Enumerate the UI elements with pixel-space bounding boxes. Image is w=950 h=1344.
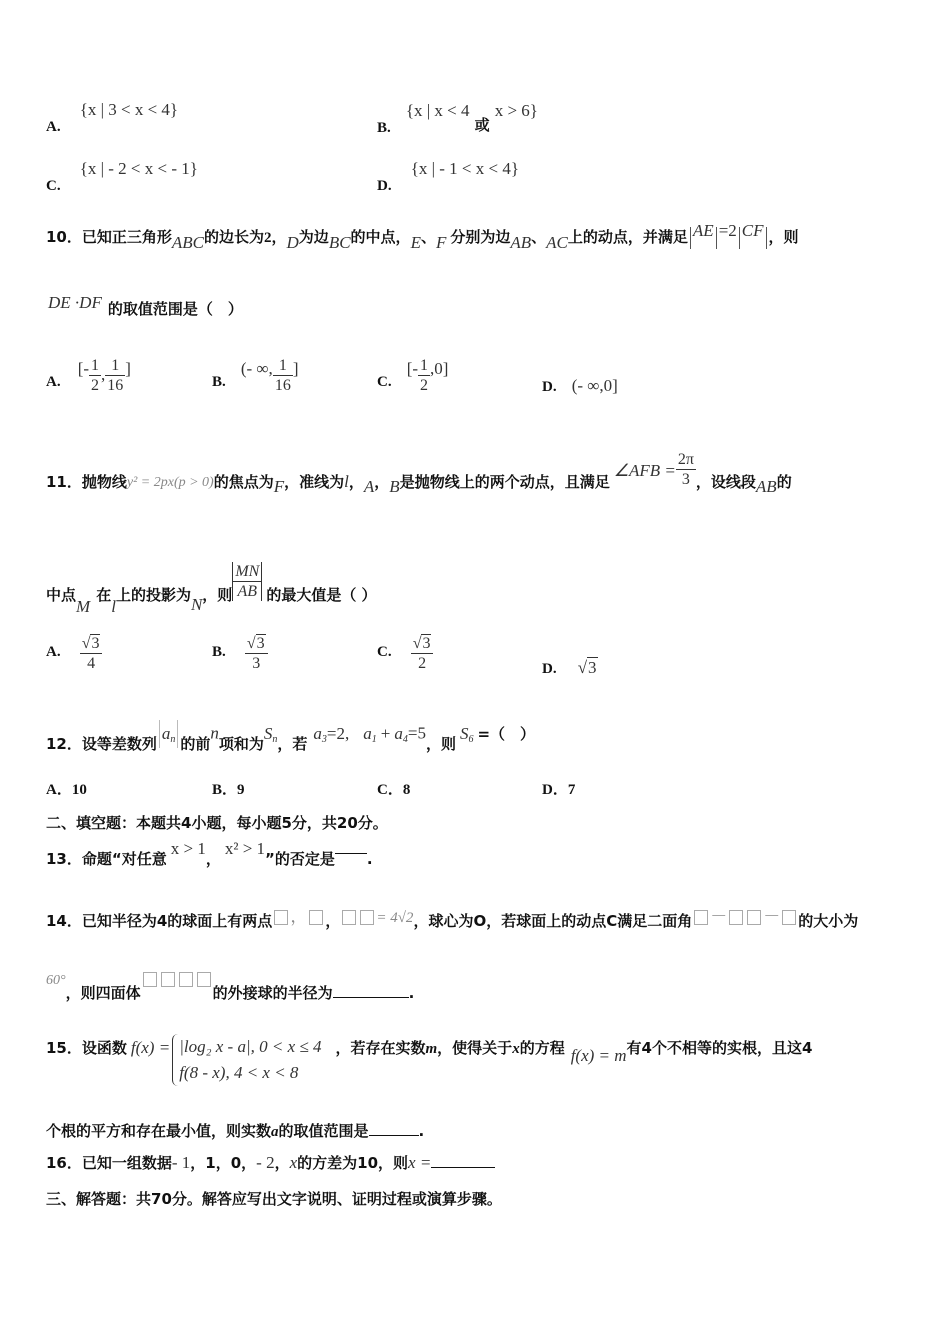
fraction: $\frac{MN}{AB}$ — [232, 562, 262, 601]
stem-text: 2 — [264, 230, 272, 246]
stem-text: 的取值范围是 — [278, 1122, 369, 1140]
q11-option-c — [377, 634, 433, 673]
answer-blank[interactable] — [369, 1135, 419, 1136]
stem-text: 项和为 — [218, 734, 264, 753]
math: S — [459, 723, 469, 743]
math: F — [435, 233, 447, 252]
missing-glyph — [197, 972, 211, 987]
math: x = — [408, 1153, 432, 1172]
option-label: D. — [542, 661, 557, 677]
stem-text: ， — [348, 473, 364, 491]
math: ] — [292, 359, 299, 378]
math: a — [271, 1124, 279, 1140]
math: |log₂ x - a|, 0 < x ≤ 4 — [179, 1037, 322, 1056]
math: [- — [406, 359, 419, 378]
q12-option-c: C．8 — [377, 782, 411, 798]
q13-stem — [46, 838, 373, 868]
missing-glyph — [179, 972, 193, 987]
q11-stem-line2 — [46, 548, 377, 616]
stem-text: 分别为边 — [450, 228, 511, 246]
stem-text: . — [366, 850, 373, 868]
math: n — [210, 723, 219, 743]
q10-option-a — [46, 356, 131, 395]
stem-text: 的焦点为 — [213, 473, 274, 491]
q15-stem-line1 — [46, 1034, 812, 1086]
math: = 4√2 — [376, 910, 414, 926]
q12-option-b: B．9 — [212, 782, 245, 798]
q15-stem-line2 — [46, 1120, 424, 1141]
option-label: D. — [377, 178, 392, 194]
option-label: A. — [46, 644, 61, 660]
missing-glyph — [143, 972, 157, 987]
math: AB — [755, 477, 777, 496]
abs-bar — [716, 227, 717, 249]
or-text: 或 — [474, 116, 490, 134]
q9-option-b — [377, 100, 538, 136]
math: 3 — [588, 658, 597, 677]
stem-text: ，球心为O，若球面上的动点C满足二面角 — [413, 912, 693, 930]
stem-text: 13．命题“对任意 — [46, 850, 167, 868]
stem-text: ，则四面体 — [65, 984, 141, 1002]
math: M — [76, 597, 91, 616]
math: ,0] — [430, 359, 449, 378]
missing-glyph — [309, 910, 323, 925]
q12-stem: 12．设等差数列$a_n$ 的前n项和为$S_n$，若$a_3=2$, $a_1 + a_4=5$，则$S_6$ =（ ） — [46, 720, 535, 748]
stem-text: ，若 — [277, 734, 308, 753]
stem-text: 的方差为10，则 — [297, 1154, 409, 1172]
math: a — [313, 723, 322, 743]
fraction: $\frac{2\pi}{3}$ — [677, 451, 694, 488]
answer-blank[interactable] — [431, 1167, 495, 1168]
math: AB — [510, 233, 532, 252]
stem-text: ，则 — [768, 228, 799, 246]
option-label: C. — [377, 644, 392, 660]
stem-text: 的最大值是（ ） — [266, 586, 377, 604]
answer-blank[interactable] — [333, 997, 409, 998]
math: E — [410, 233, 421, 252]
math: a — [161, 723, 171, 743]
q10-stem-line2 — [48, 293, 243, 319]
missing-glyph — [782, 910, 796, 925]
option-expr: {x | x < 4 — [405, 101, 470, 120]
missing-glyph — [729, 910, 743, 925]
q16-stem — [46, 1152, 495, 1173]
math: m — [425, 1040, 438, 1057]
math: l — [111, 597, 116, 616]
stem-text: ，设线段 — [695, 473, 756, 491]
abs-bar — [739, 227, 740, 249]
q9-option-d — [377, 159, 519, 194]
stem-text: 的 — [776, 473, 792, 491]
stem-text: 为边 — [298, 228, 329, 246]
math: D — [286, 233, 299, 252]
math: S — [263, 723, 273, 743]
math: =2 — [718, 221, 737, 240]
math: DE ·DF — [48, 293, 102, 312]
math: (- ∞, — [240, 359, 273, 378]
stem-text: 中点 — [46, 586, 77, 604]
missing-glyph — [694, 910, 708, 925]
stem-text: ，1，0， — [190, 1154, 257, 1172]
missing-glyph — [342, 910, 356, 925]
option-expr: {x | - 2 < x < - 1} — [79, 159, 198, 178]
option-label: B. — [212, 374, 226, 390]
q10-option-c — [377, 356, 448, 395]
stem-text: ，使得关于 — [437, 1038, 513, 1057]
missing-glyph — [747, 910, 761, 925]
option-label: C. — [46, 178, 61, 194]
math: =5 — [407, 723, 426, 743]
math: y² = 2px(p > 0) — [126, 475, 214, 490]
stem-text: 在 — [96, 586, 112, 604]
option-label: A. — [46, 119, 61, 135]
piecewise-brace — [172, 1034, 321, 1086]
stem-text: ， — [271, 228, 287, 246]
stem-text: . — [418, 1122, 425, 1140]
stem-text: ，若存在实数 — [335, 1038, 426, 1057]
stem-text: 个根的平方和存在最小值，则实数 — [46, 1122, 272, 1140]
math: x² > 1 — [224, 839, 266, 858]
fraction: $\frac{1}{16}$ — [274, 357, 291, 394]
abs-bar — [766, 227, 767, 249]
math: f(x) = — [130, 1037, 171, 1057]
stem-text: 上的投影为 — [115, 586, 191, 604]
fraction: $\frac{1}{16}$ — [107, 357, 124, 394]
stem-text: 15．设函数 — [46, 1038, 127, 1057]
math: ABC — [171, 233, 204, 252]
stem-text: ， — [274, 1154, 290, 1172]
q14-stem-line1: 14．已知半径为4的球面上有两点 ， ， = 4√2，球心为O，若球面上的动点C满足二面角 － － 的大小为 — [46, 907, 859, 930]
stem-text: . — [408, 984, 415, 1002]
q14-stem-line2 — [46, 968, 415, 1002]
option-expr: {x | - 1 < x < 4} — [410, 159, 519, 178]
math: a — [394, 723, 403, 743]
stem-text: 10．已知正三角形 — [46, 228, 172, 246]
stem-text: 是抛物线上的两个动点，且满足 — [399, 473, 610, 491]
math: AE — [692, 221, 714, 240]
q11-option-d: D. √3 — [542, 658, 597, 677]
stem-text: 的外接球的半径为 — [212, 984, 333, 1002]
math: + — [380, 723, 391, 743]
q12-option-d: D．7 — [542, 782, 576, 798]
math: BC — [328, 233, 351, 252]
stem-text: 14．已知半径为4的球面上有两点 — [46, 912, 273, 930]
stem-text: ，则 — [202, 586, 233, 604]
stem-text: 有4个不相等的实根，且这4 — [626, 1038, 813, 1057]
option-expr: {x | 3 < x < 4} — [79, 100, 179, 119]
stem-text: 12．设等差数列 — [46, 734, 157, 753]
stem-text: ，准线为 — [284, 473, 345, 491]
q10-option-d — [542, 376, 618, 396]
stem-text: 的中点， — [350, 228, 411, 246]
math: f(x) = m — [570, 1045, 627, 1065]
fraction: $\frac{√3}{3}$ — [245, 634, 268, 673]
math: ] — [125, 359, 131, 378]
missing-glyph — [360, 910, 374, 925]
math: a — [363, 723, 372, 743]
q10-stem-line1 — [46, 221, 799, 252]
stem-text: 、 — [420, 228, 436, 246]
fraction: $\frac{√3}{2}$ — [411, 634, 434, 673]
q11-option-b — [212, 634, 268, 673]
math: N — [190, 595, 203, 614]
q10-option-b — [212, 356, 298, 395]
math: 60° — [46, 973, 66, 988]
option-label: B. — [212, 644, 226, 660]
math: , — [101, 365, 106, 384]
math: AC — [546, 233, 568, 252]
stem-text: 的大小为 — [798, 912, 859, 930]
section-three-heading: 三、解答题：共70分。解答应写出文字说明、证明过程或演算步骤。 — [46, 1190, 502, 1208]
math: CF — [741, 221, 764, 240]
stem-text: ，则 — [425, 734, 456, 753]
q9-option-a — [46, 100, 179, 135]
math: [- — [77, 359, 90, 378]
stem-text: 的边长为 — [203, 228, 264, 246]
stem-text: ”的否定是 — [265, 850, 335, 868]
option-label: B. — [377, 120, 391, 136]
fraction: $\frac{√3}{4}$ — [80, 634, 103, 673]
math: F — [273, 477, 285, 496]
stem-text: 的取值范围是（ ） — [107, 300, 243, 318]
option-label: D. — [542, 379, 557, 395]
stem-text: 16．已知一组数据 — [46, 1154, 172, 1172]
math: A — [363, 477, 375, 496]
stem-text: ， — [374, 473, 390, 491]
q12-option-a: A．10 — [46, 782, 87, 798]
fraction: $\frac{1}{2}$ — [420, 357, 429, 394]
math: - 1 — [171, 1153, 191, 1172]
stem-text: =（ ） — [477, 724, 536, 743]
stem-text: ， — [205, 850, 221, 868]
math: (- ∞,0] — [571, 376, 618, 395]
q11-stem-line1 — [46, 438, 792, 496]
stem-text: ， — [325, 912, 341, 930]
option-label: C. — [377, 374, 392, 390]
math: - 2 — [256, 1153, 275, 1172]
stem-text: 11．抛物线 — [46, 473, 127, 491]
math: f(8 - x), 4 < x < 8 — [179, 1063, 299, 1082]
stem-text: 的方程 — [519, 1038, 565, 1057]
stem-text: 的前 — [180, 734, 211, 753]
q11-option-a — [46, 634, 102, 673]
option-expr: x > 6} — [494, 101, 538, 120]
q9-option-c — [46, 159, 198, 194]
math: l — [344, 472, 349, 491]
missing-glyph — [274, 910, 288, 925]
section-two-heading: 二、填空题：本题共4小题，每小题5分，共20分。 — [46, 814, 388, 832]
math: ∠AFB = — [613, 461, 676, 480]
answer-blank[interactable] — [335, 853, 367, 854]
math: x — [512, 1040, 520, 1057]
math: x > 1 — [170, 839, 206, 858]
stem-text: 上的动点，并满足 — [567, 228, 688, 246]
abs-bar — [690, 227, 691, 249]
math: B — [389, 477, 400, 496]
option-label: A. — [46, 374, 61, 390]
stem-text: 、 — [531, 228, 547, 246]
math: =2, — [326, 723, 350, 743]
missing-glyph — [161, 972, 175, 987]
fraction: $\frac{1}{2}$ — [91, 357, 100, 394]
math: x — [289, 1153, 298, 1172]
